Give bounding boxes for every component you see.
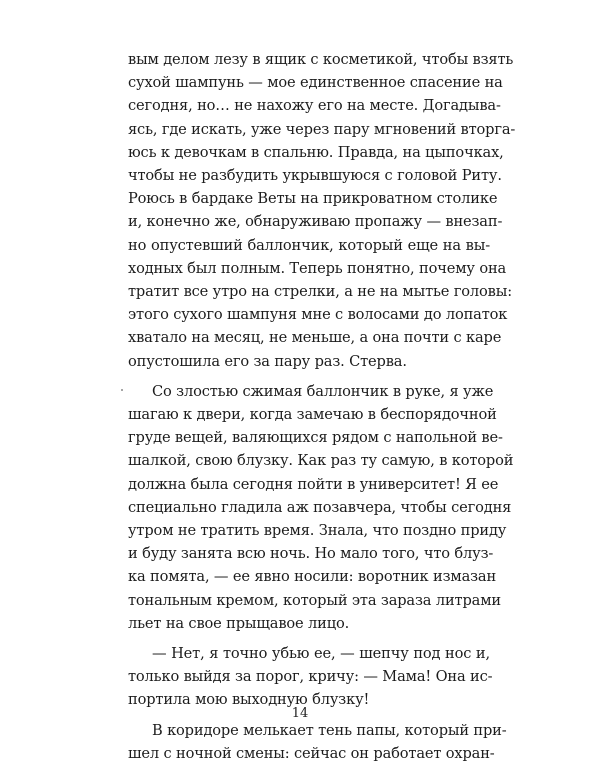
text-line: В коридоре мелькает тень папы, который при- bbox=[152, 721, 507, 739]
text-line: льет на свое прыщавое лицо. bbox=[128, 614, 350, 632]
margin-dot bbox=[121, 389, 123, 391]
text-line: сегодня, но… не нахожу его на месте. Догадыва- bbox=[128, 97, 501, 115]
text-line: вым делом лезу в ящик с косметикой, чтобы взять bbox=[128, 51, 514, 68]
text-line: хватало на месяц, не меньше, а она почти с каре bbox=[128, 329, 502, 347]
text-line: ходных был полным. Теперь понятно, почему она bbox=[128, 259, 507, 277]
text-line: утром не тратить время. Знала, что поздно приду bbox=[128, 522, 507, 540]
paragraph-3 bbox=[128, 642, 493, 712]
text-line: груде вещей, валяющихся рядом с напольной ве- bbox=[128, 429, 503, 447]
text-line: и буду занята всю ночь. Но мало того, что блуз- bbox=[128, 545, 494, 563]
text-line: чтобы не разбудить укрывшуюся с головой Риту. bbox=[128, 167, 502, 185]
text-line: но опустевший баллончик, который еще на вы- bbox=[128, 236, 490, 254]
text-line: опустошила его за пару раз. Стерва. bbox=[128, 352, 407, 370]
paragraph-1 bbox=[128, 48, 516, 373]
paragraph-2 bbox=[128, 380, 514, 635]
body-text bbox=[128, 48, 516, 765]
text-line: ясь, где искать, уже через пару мгновений вторга- bbox=[128, 120, 516, 138]
text-line: Со злостью сжимая баллончик в руке, я уже bbox=[152, 382, 494, 400]
text-line: должна была сегодня пойти в университет! Я ее bbox=[128, 475, 499, 493]
text-line: сухой шампунь — мое единственное спасение на bbox=[128, 74, 503, 92]
text-line: шалкой, свою блузку. Как раз ту самую, в которой bbox=[128, 452, 514, 470]
text-line: — Нет, я точно убью ее, — шепчу под нос и, bbox=[152, 645, 490, 663]
text-line: шагаю к двери, когда замечаю в беспорядочной bbox=[128, 406, 497, 424]
text-line: только выйдя за порог, кричу: — Мама! Она ис- bbox=[128, 668, 493, 686]
page-number: 14 bbox=[291, 706, 309, 721]
text-line: ка помята, — ее явно носили: воротник измазан bbox=[128, 568, 497, 586]
text-line: и, конечно же, обнаруживаю пропажу — внезап- bbox=[128, 213, 503, 231]
text-line: тональным кремом, который эта зараза литрами bbox=[128, 591, 501, 609]
text-line: этого сухого шампуня мне с волосами до лопаток bbox=[128, 306, 508, 324]
text-line: шел с ночной смены: сейчас он работает охран- bbox=[128, 744, 495, 762]
text-line: юсь к девочкам в спальню. Правда, на цыпочках, bbox=[128, 143, 504, 161]
text-line: тратит все утро на стрелки, а не на мытье головы: bbox=[128, 283, 512, 301]
text-line: портила мою выходную блузку! bbox=[128, 691, 370, 709]
text-line: специально гладила аж позавчера, чтобы сегодня bbox=[128, 498, 512, 516]
paragraph-4 bbox=[128, 719, 507, 765]
text-line: Роюсь в бардаке Веты на прикроватном столике bbox=[128, 190, 498, 208]
